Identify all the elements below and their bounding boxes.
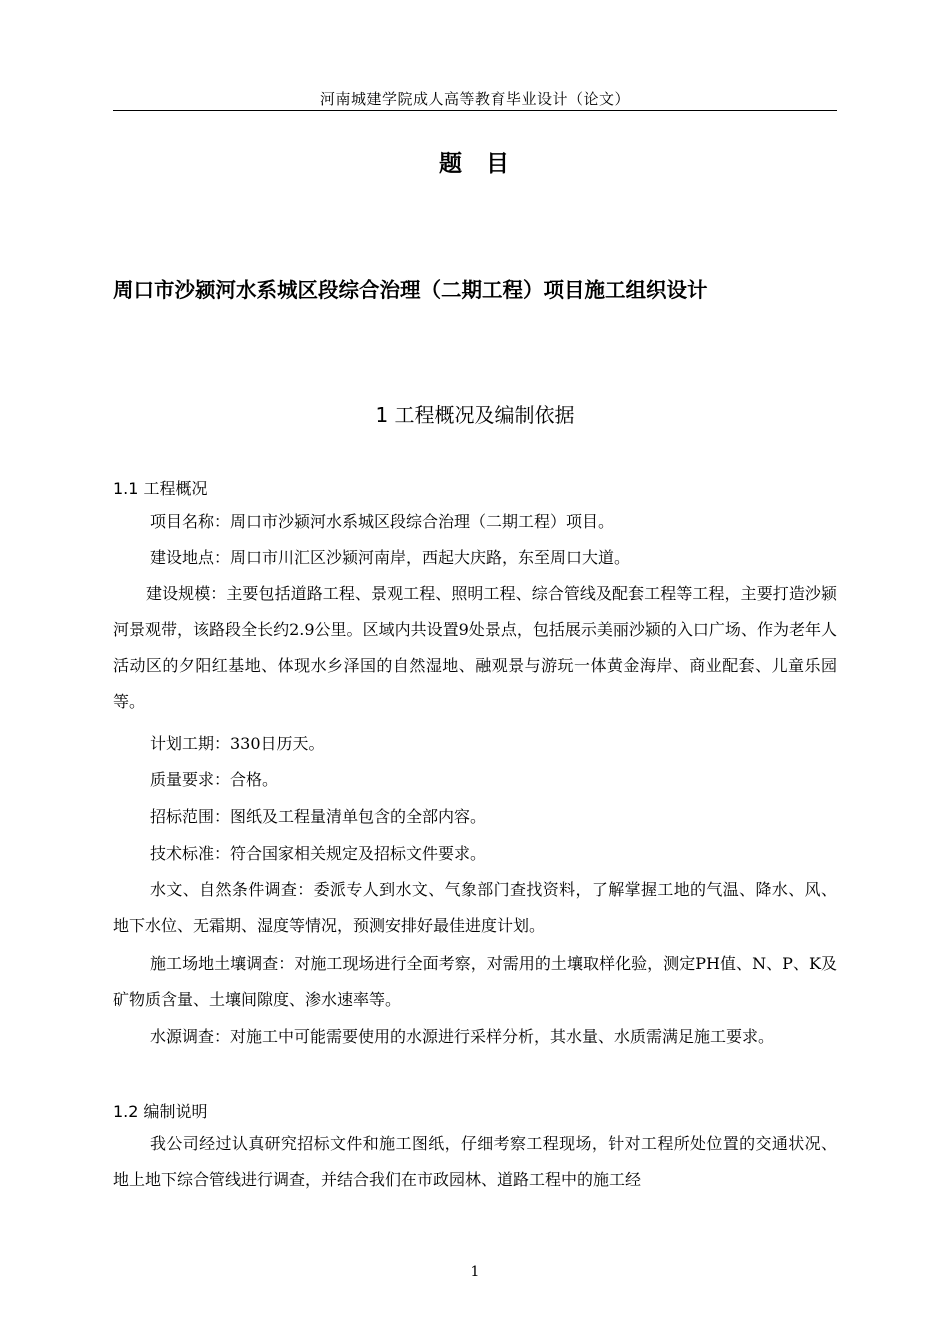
paragraph-duration: 计划工期：330日历天。 <box>150 734 325 753</box>
header-rule <box>113 110 837 111</box>
running-header: 河南城建学院成人高等教育毕业设计（论文） <box>319 90 630 108</box>
page-title-char-2: 目 <box>486 151 511 177</box>
page-number: 1 <box>470 1264 480 1280</box>
paragraph-water-source: 水源调查：对施工中可能需要使用的水源进行采样分析，其水量、水质需满足施工要求。 <box>150 1027 775 1046</box>
paragraph-scope: 招标范围：图纸及工程量清单包含的全部内容。 <box>150 807 487 826</box>
paragraph-quality: 质量要求：合格。 <box>150 770 279 789</box>
project-title: 周口市沙颍河水系城区段综合治理（二期工程）项目施工组织设计 <box>113 278 708 302</box>
paragraph-location: 建设地点：周口市川汇区沙颍河南岸，西起大庆路，东至周口大道。 <box>150 548 631 567</box>
section-heading-1-2: 1.2 编制说明 <box>113 1102 208 1121</box>
paragraph-standard: 技术标准：符合国家相关规定及招标文件要求。 <box>150 844 487 863</box>
paragraph-hydrology: 水文、自然条件调查：委派专人到水文、气象部门查找资料，了解掌握工地的气温、降水、风、地下水位、无霜期、湿度等情况，预测安排好最佳进度计划。 <box>113 880 837 935</box>
paragraph-soil: 施工场地土壤调查：对施工现场进行全面考察，对需用的土壤取样化验，测定PH值、N、P、K及矿物质含量、土壤间隙度、渗水速率等。 <box>113 954 837 1009</box>
paragraph-compilation: 我公司经过认真研究招标文件和施工图纸，仔细考察工程现场，针对工程所处位置的交通状况、地上地下综合管线进行调查，并结合我们在市政园林、道路工程中的施工经 <box>113 1134 837 1189</box>
paragraph-project-name: 项目名称：周口市沙颍河水系城区段综合治理（二期工程）项目。 <box>150 512 615 531</box>
page-title-char-1: 题 <box>439 151 464 177</box>
paragraph-scale: 建设规模：主要包括道路工程、景观工程、照明工程、综合管线及配套工程等工程，主要打造沙颍河景观带，该路段全长约2.9公里。区域内共设置9处景点，包括展示美丽沙颍的入口广场、作为老年人活动区的夕阳红基地、体现水乡泽国的自然湿地、融观景与游玩一体黄金海岸、商业配套、儿童乐园等。 <box>113 584 837 711</box>
page-title <box>0 148 950 180</box>
section-heading-1-1: 1.1 工程概况 <box>113 479 208 498</box>
chapter-title: 1 工程概况及编制依据 <box>375 403 575 427</box>
